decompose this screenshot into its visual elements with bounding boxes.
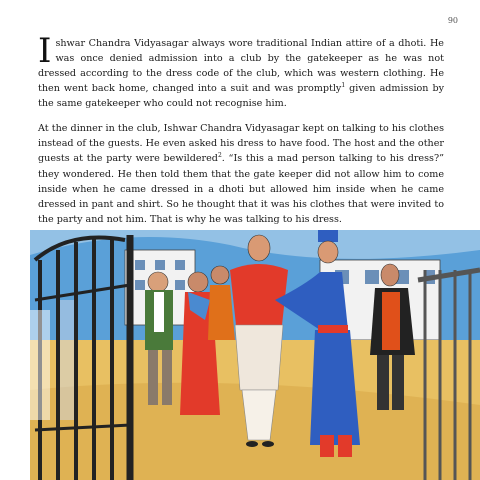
page-number: 90 (447, 16, 458, 25)
paragraph-2-text: At the dinner in the club, Ishwar Chandra Vidyasagar kept on talking to his clothes instead of the guests. He even asked his dress to have food. The host and the other guests at the party were bewildered (38, 123, 444, 165)
paragraph-1 (38, 31, 444, 111)
story-illustration (30, 230, 480, 480)
drop-cap: I (38, 31, 52, 71)
footnote-marker-2: 2 (217, 152, 222, 160)
footnote-marker-1: 1 (341, 81, 346, 89)
paragraph-2-text-end: . “Is this a mad person talking to his dress?” they wondered. He then told them that the gate keeper did not allow him to come inside when he came dressed in a dhoti but allowed him inside when he came dressed in pant and shirt. So he thought that it was his clothes that were invited to the party and not him. That is why he was talking to his dress. (38, 153, 444, 226)
paragraph-1-text: shwar Chandra Vidyasagar always wore traditional Indian attire of a dhoti. He was once denied admission into a club by the gatekeeper as he was not dressed according to the dress code of the club, which was western clothing. He then went back home, changed into a suit and was promptly (38, 38, 444, 94)
paragraph-1-text-end: given admission by the same gatekeeper who could not recognise him. (38, 83, 444, 109)
paragraph-2 (38, 121, 444, 227)
